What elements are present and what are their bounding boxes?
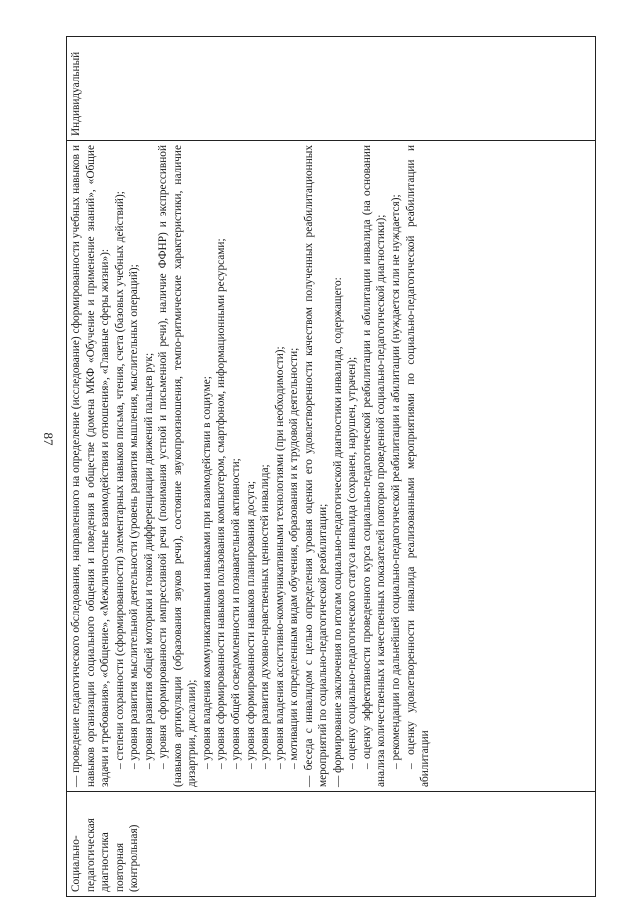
content-paragraph: – уровня владения коммуникативными навыками при взаимодействии в социуме; — [200, 376, 213, 769]
content-cell — [67, 141, 596, 792]
stage-text: Социально-педагогическая диагностика повторная (контрольная) — [70, 818, 141, 892]
content-paragraph: – степени сохранности (сформированности) элементарных навыков письма, чтения, счета (базовых учебных действий); — [113, 191, 126, 769]
content-paragraph: – уровня развития общей моторики и тонкой дифференциации движений пальцев рук; — [142, 352, 155, 769]
content-paragraph: – уровня сформированности навыков пользования компьютером, смартфоном, информационными ресурсами; — [215, 238, 228, 769]
content-paragraph: – мотивации к определенным видам обучения, образования и к трудовой деятельности; — [288, 347, 301, 769]
content-paragraph: – уровня развития мыслительной деятельности (уровень развития мышления, мыслительных операций); — [128, 264, 141, 769]
content-paragraph: – уровня владения ассистивно-коммуникативными технологиями (при необходимости); — [273, 346, 286, 769]
content-paragraph: — проведение педагогического обследования, направленного на определение (исследование) сформированности учебных навыков и навыков организации социального общения и поведения в обществе (домена МКФ «Обучение и применение знаний», «Общие задачи и требования», «Общение», «Межличностные взаимодействия и отношения», «Главные сферы жизни»): — [70, 145, 112, 787]
content-paragraph: – уровня развития духовно-нравственных ценностей инвалида; — [259, 464, 272, 769]
content-paragraph: — формирование заключения по итогам социально-педагогической диагностики инвалида, содержащего: — [331, 277, 344, 787]
procedure-table — [66, 36, 596, 897]
content-paragraph: – оценку социально-педагогического статуса инвалида (сохранен, нарушен, утрачен); — [346, 356, 359, 769]
table-row — [67, 37, 596, 897]
content-paragraph: – уровня сформированности импрессивной речи (понимания устной и письменной речи), наличие ФФНР) и экспрессивной (навыков артикуляции (образования звуков речи), состояние звукопроизношения, темпо-ритмические характеристики, наличие дизартрии, дислалии); — [157, 145, 199, 787]
form-cell — [67, 37, 596, 141]
stage-cell — [67, 792, 596, 897]
content-paragraph: – оценку удовлетворенности инвалида реализованными мероприятиями по социально-педагогической реабилитации и абилитации — [404, 145, 432, 787]
content-paragraph: – уровня общей осведомленности и познавательной активности; — [230, 458, 243, 769]
content-paragraph: – уровня сформированности навыков планирования досуга; — [244, 480, 257, 769]
page-number: 87 — [41, 432, 56, 446]
content-list — [69, 145, 433, 787]
rotated-table-page — [66, 36, 596, 897]
content-paragraph: – рекомендации по дальнейшей социально-педагогической реабилитации и абилитации (нуждается или не нуждается); — [390, 194, 403, 769]
content-paragraph: — беседа с инвалидом с целью определения уровня оценки его удовлетворенности качеством полученных реабилитационных мероприятий по социально-педагогической реабилитации; — [302, 145, 330, 787]
form-text: Индивидуальный — [70, 51, 82, 136]
content-paragraph: – оценку эффективности проведенного курса социально-педагогической реабилитации и абилитации инвалида (на основании анализа количественных и качественных показателей повторно проведенной социально-педагогической диагностики); — [360, 145, 388, 787]
